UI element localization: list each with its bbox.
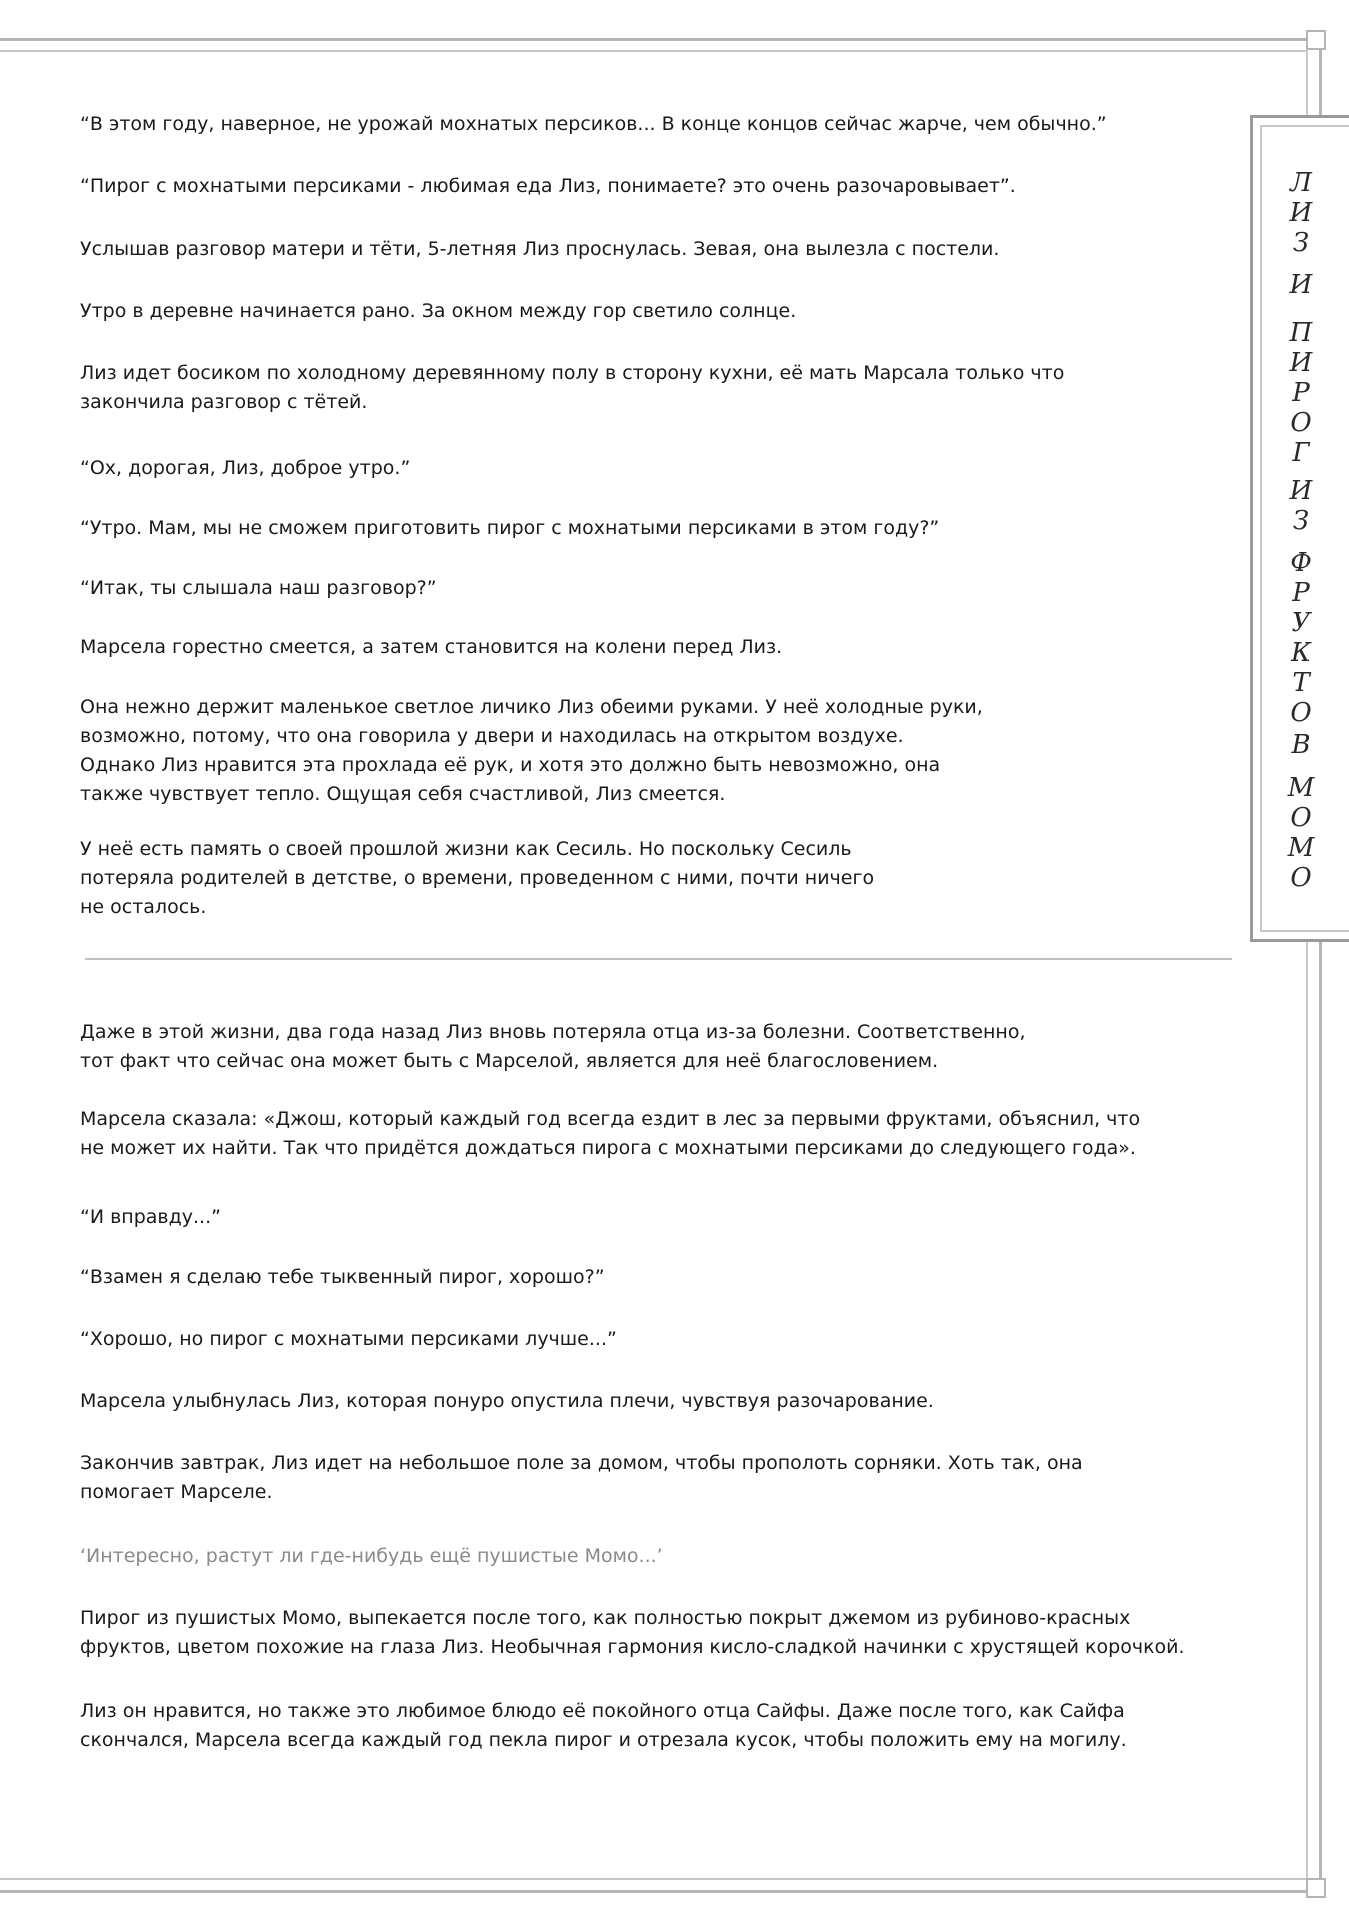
paragraph: Закончив завтрак, Лиз идет на небольшое поле за домом, чтобы прополоть сорняки. Хоть так, она помогает Марселе. xyxy=(80,1452,1083,1503)
paragraph: Марсела горестно смеется, а затем становится на колени перед Лиз. xyxy=(80,636,783,658)
title-char: О xyxy=(1290,863,1312,893)
title-char: Ф xyxy=(1290,548,1312,578)
paragraph: “Итак, ты слышала наш разговор?” xyxy=(80,577,437,599)
title-char: Р xyxy=(1292,378,1310,408)
paragraph: “Пирог с мохнатыми персиками - любимая еда Лиз, понимаете? это очень разочаровывает”. xyxy=(80,175,1016,197)
title-char: О xyxy=(1290,408,1312,438)
paragraph: Услышав разговор матери и тёти, 5-летняя Лиз проснулась. Зевая, она вылезла с постели. xyxy=(80,238,1000,260)
paragraph: Даже в этой жизни, два года назад Лиз вновь потеряла отца из-за болезни. Соответственно, тот факт что сейчас она может быть с Марселой, является для неё благословением. xyxy=(80,1021,1026,1072)
title-char: П xyxy=(1289,318,1313,348)
paragraph: “Ох, дорогая, Лиз, доброе утро.” xyxy=(80,457,411,479)
paragraph: Лиз идет босиком по холодному деревянному полу в сторону кухни, её мать Марсала только что закончила разговор с тётей. xyxy=(80,362,1065,413)
title-char: З xyxy=(1292,228,1310,258)
title-char: И xyxy=(1289,476,1313,506)
title-char: З xyxy=(1292,506,1310,536)
paragraph: “В этом году, наверное, не урожай мохнатых персиков... В конце концов сейчас жарче, чем обычно.” xyxy=(80,113,1107,135)
title-char: Л xyxy=(1290,168,1312,198)
title-char: О xyxy=(1290,698,1312,728)
title-char: М xyxy=(1287,773,1315,803)
paragraph: “И вправду...” xyxy=(80,1206,221,1228)
paragraph: “Взамен я сделаю тебе тыквенный пирог, хорошо?” xyxy=(80,1266,605,1288)
title-char: М xyxy=(1287,833,1315,863)
paragraph: “Утро. Мам, мы не сможем приготовить пирог с мохнатыми персиками в этом году?” xyxy=(80,517,940,539)
title-char: И xyxy=(1289,198,1313,228)
title-char: О xyxy=(1290,803,1312,833)
frame-corner-bottom-right xyxy=(1306,1878,1326,1898)
frame-corner-top-right xyxy=(1306,30,1326,50)
title-char: Т xyxy=(1292,668,1310,698)
title-char: У xyxy=(1291,608,1311,638)
paragraph: Пирог из пушистых Момо, выпекается после того, как полностью покрыт джемом из рубиново-красных фруктов, цветом похожие на глаза Лиз. Необычная гармония кисло-сладкой начинки с хрустящей корочкой. xyxy=(80,1607,1185,1658)
title-char: И xyxy=(1289,348,1313,378)
paragraph-thought: ‘Интересно, растут ли где-нибудь ещё пушистые Момо...’ xyxy=(80,1545,663,1567)
title-char: Р xyxy=(1292,578,1310,608)
side-title-box xyxy=(1250,115,1349,942)
title-char: В xyxy=(1291,730,1311,760)
title-char: К xyxy=(1290,638,1312,668)
title-char: Г xyxy=(1292,438,1310,468)
paragraph: У неё есть память о своей прошлой жизни как Сесиль. Но поскольку Сесиль потеряла родителей в детстве, о времени, проведенном с ними, почти ничего не осталось. xyxy=(80,838,875,918)
paragraph: Лиз он нравится, но также это любимое блюдо её покойного отца Сайфы. Даже после того, как Сайфа скончался, Марсела всегда каждый год пекла пирог и отрезала кусок, чтобы положить ему на могилу. xyxy=(80,1700,1127,1751)
paragraph: Марсела улыбнулась Лиз, которая понуро опустила плечи, чувствуя разочарование. xyxy=(80,1390,934,1412)
paragraph: “Хорошо, но пирог с мохнатыми персиками лучше...” xyxy=(80,1328,617,1350)
paragraph: Утро в деревне начинается рано. За окном между гор светило солнце. xyxy=(80,300,797,322)
title-char: И xyxy=(1289,270,1313,300)
paragraph: Она нежно держит маленькое светлое личико Лиз обеими руками. У неё холодные руки, возможно, потому, что она говорила у двери и находилась на открытом воздухе. Однако Лиз нравится эта прохлада её рук, и хотя это должно быть невозможно, она также чувствует тепло. Ощущая себя счастливой, Лиз смеется. xyxy=(80,696,983,805)
paragraph: Марсела сказала: «Джош, который каждый год всегда ездит в лес за первыми фруктами, объяснил, что не может их найти. Так что придётся дождаться пирога с мохнатыми персиками до следующего года». xyxy=(80,1108,1141,1159)
section-divider xyxy=(85,958,1232,960)
